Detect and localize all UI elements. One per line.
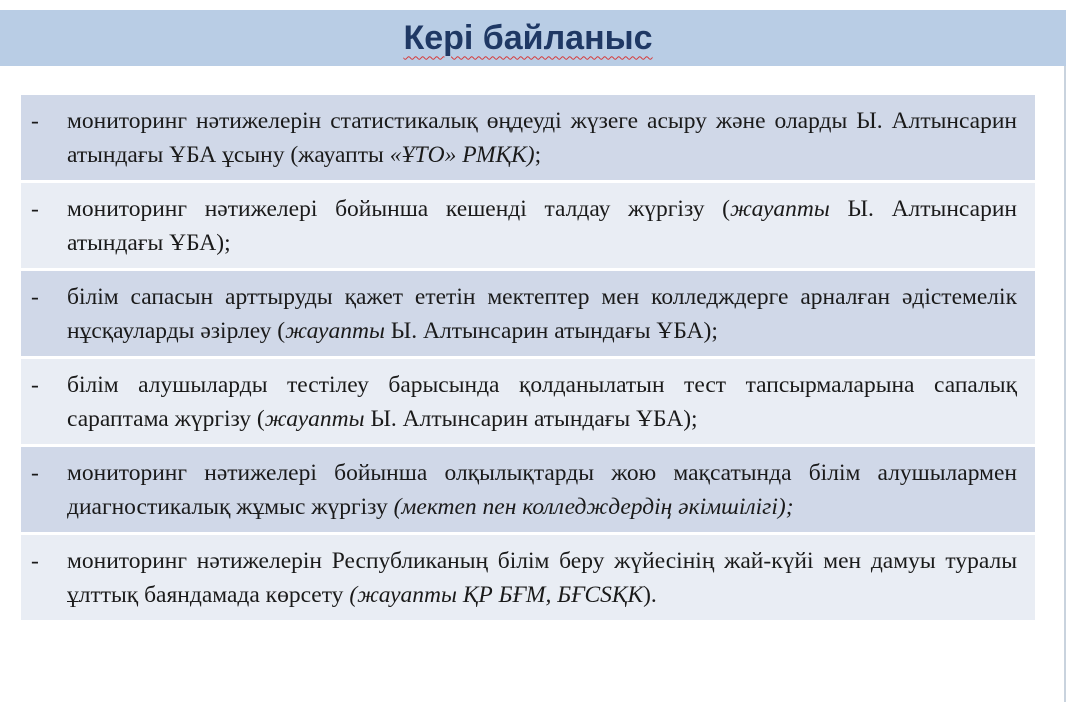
list-item xyxy=(21,447,1035,535)
bullet-dash: - xyxy=(31,460,39,486)
item-text: білім алушыларды тестілеу барысында қолданылатын тест тапсырмаларына сапалық сараптама жүргізу (жауапты Ы. Алтынсарин атындағы ҰБА); xyxy=(67,372,1017,432)
items-table xyxy=(21,95,1035,623)
item-text: мониторинг нәтижелерін Республиканың білім беру жүйесінің жай-күйі мен дамуы туралы ұлттық баяндамада көрсету (жауапты ҚР БҒМ, БҒСSҚК). xyxy=(67,548,1017,608)
list-item xyxy=(21,183,1035,271)
list-item xyxy=(21,271,1035,359)
bullet-dash: - xyxy=(31,548,39,574)
list-item xyxy=(21,95,1035,183)
bullet-dash: - xyxy=(31,108,39,134)
bullet-dash: - xyxy=(31,284,39,310)
item-text: мониторинг нәтижелері бойынша олқылықтарды жою мақсатында білім алушылармен диагностикалық жұмыс жүргізу (мектеп пен колледждердің әкімшілігі); xyxy=(67,460,1017,520)
title-bar xyxy=(0,10,1066,66)
list-item xyxy=(21,359,1035,447)
list-item xyxy=(21,535,1035,623)
bullet-dash: - xyxy=(31,196,39,222)
item-text: мониторинг нәтижелері бойынша кешенді талдау жүргізу (жауапты Ы. Алтынсарин атындағы ҰБА); xyxy=(67,196,1017,256)
slide-title: Кері байланыс xyxy=(403,18,653,57)
bullet-dash: - xyxy=(31,372,39,398)
item-text: мониторинг нәтижелерін статистикалық өңдеуді жүзеге асыру және оларды Ы. Алтынсарин атындағы ҰБА ұсыну (жауапты «ҰТО» РМҚК); xyxy=(67,108,1017,168)
item-text: білім сапасын арттыруды қажет ететін мектептер мен колледждерге арналған әдістемелік нұсқауларды әзірлеу (жауапты Ы. Алтынсарин атындағы ҰБА); xyxy=(67,284,1017,344)
